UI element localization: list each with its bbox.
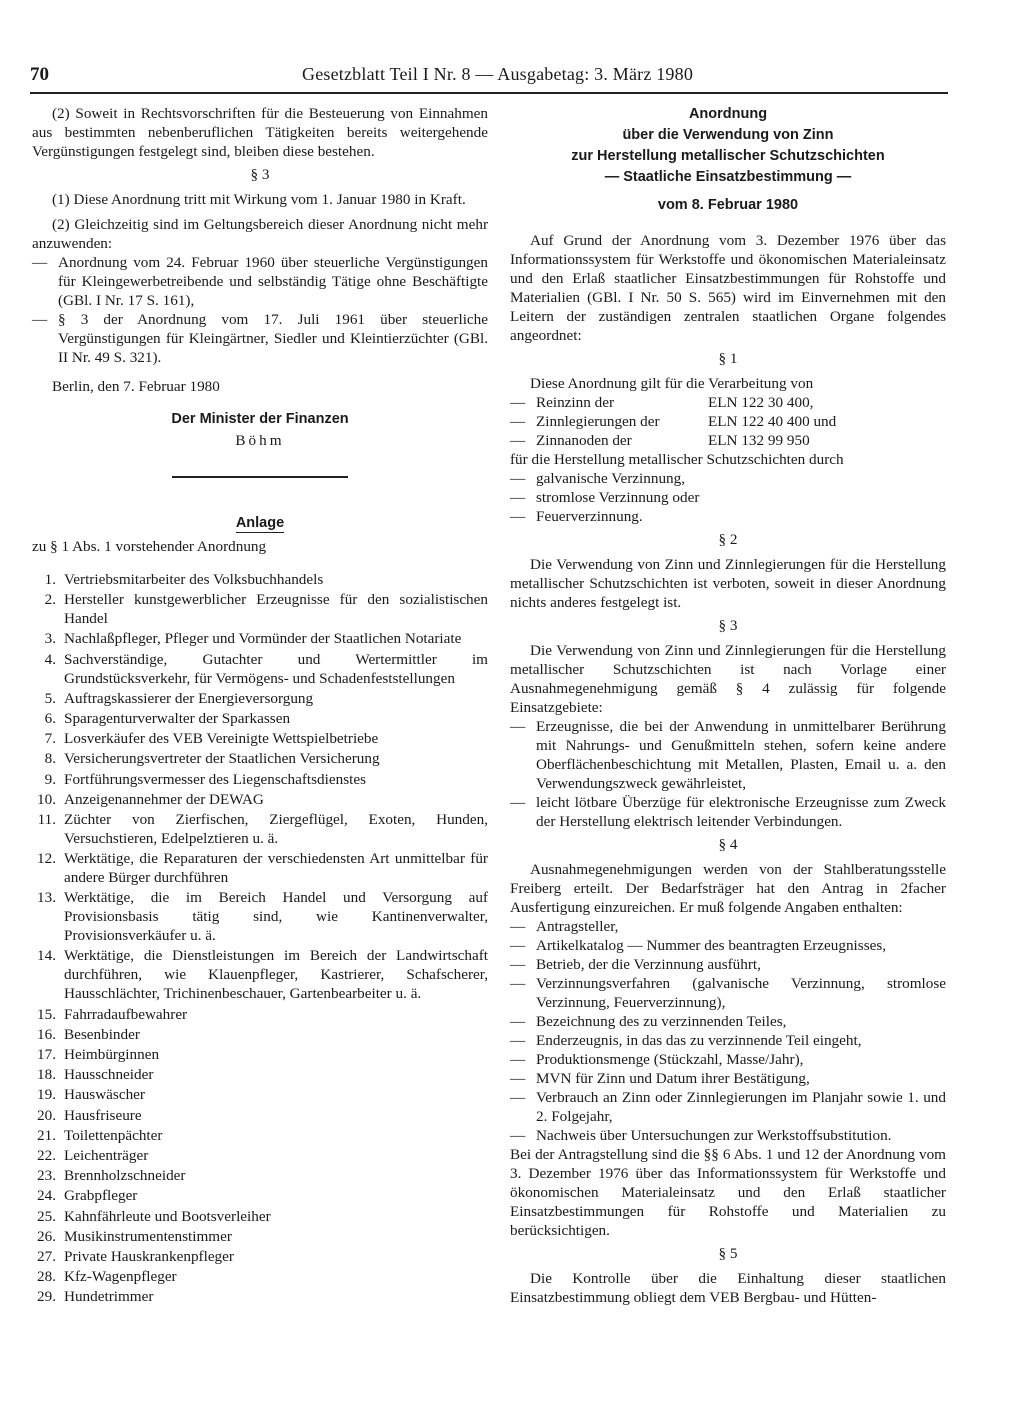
repeal-item bbox=[32, 310, 488, 367]
material-name: Zinnlegierungen der bbox=[536, 413, 660, 430]
section-4-closing: Bei der Antragstellung sind die §§ 6 Abs. 1 und 12 der Anordnung vom 3. Dezember 1976 über das Informationssystem für Werkstoffe und ökonomischen Materialeinsatz und den Erlaß staatlicher Einsatzbestimmungen für Rohstoffe und Materialien zu berücksichtigen. bbox=[510, 1146, 946, 1239]
application-text: MVN für Zinn und Datum ihrer Bestätigung, bbox=[536, 1070, 810, 1087]
list-item-text: Sachverständige, Gutachter und Wertermittler im Grundstücksverkehr, für Vermögens- und Schadenfeststellungen bbox=[64, 650, 488, 687]
list-item bbox=[32, 1005, 488, 1024]
signature-rule bbox=[172, 476, 348, 478]
repeal-item-text: Anordnung vom 24. Februar 1960 über steuerliche Vergünstigungen für Kleingewerbetreibende und selbständig Tätige ohne Beschäftigte (GBl. I Nr. 17 S. 161), bbox=[58, 254, 488, 309]
list-number: 9. bbox=[44, 770, 56, 788]
section-1-mid: für die Herstellung metallischer Schutzschichten durch bbox=[510, 451, 844, 468]
list-item-text: Toilettenpächter bbox=[64, 1126, 163, 1144]
paragraph-repeal-intro: (2) Gleichzeitig sind im Geltungsbereich dieser Anordnung nicht mehr anzuwenden: bbox=[32, 216, 488, 252]
preamble: Auf Grund der Anordnung vom 3. Dezember 1976 über das Informationssystem für Werkstoffe und ökonomischen Materialeinsatz und den Erlaß staatlicher Einsatzbestimmungen für Rohstoffe und Materialien (GBl. I Nr. 50 S. 565) wird im Einvernehmen mit den Leitern der zuständigen zentralen staatlichen Organe folgendes angeordnet: bbox=[510, 232, 946, 344]
list-item-text: Hausfriseure bbox=[64, 1106, 142, 1124]
material-row bbox=[510, 393, 836, 412]
application-item bbox=[510, 955, 946, 974]
list-number: 26. bbox=[37, 1227, 56, 1245]
list-item bbox=[32, 790, 488, 809]
ordinance-title bbox=[510, 104, 946, 188]
title-line: zur Herstellung metallischer Schutzschichten bbox=[571, 148, 885, 164]
list-number: 8. bbox=[44, 750, 56, 768]
section-2-text: Die Verwendung von Zinn und Zinnlegierungen für die Herstellung metallischer Schutzschichten ist verboten, soweit in dieser Anordnung nichts anderes festgelegt ist. bbox=[510, 556, 946, 611]
list-item bbox=[32, 770, 488, 789]
use-case-item bbox=[510, 793, 946, 831]
list-item-text: Hundetrimmer bbox=[64, 1288, 154, 1306]
list-item bbox=[32, 1025, 488, 1044]
list-item bbox=[32, 729, 488, 748]
dash-marker: — bbox=[32, 311, 48, 328]
list-number: 13. bbox=[37, 889, 56, 907]
list-item-text: Werktätige, die im Bereich Handel und Versorgung auf Provisionsbasis tätig sind, wie Kantinenverwalter, Provisionsverkäufer u. ä. bbox=[64, 889, 488, 945]
material-table bbox=[510, 393, 836, 450]
list-item-text: Werktätige, die Reparaturen der verschiedensten Art unmittelbar für andere Bürger durchführen bbox=[64, 850, 488, 887]
application-item bbox=[510, 917, 946, 936]
page-number: 70 bbox=[30, 64, 49, 85]
dash-marker: — bbox=[510, 918, 526, 935]
list-item bbox=[32, 1106, 488, 1125]
list-item bbox=[32, 1126, 488, 1145]
material-row bbox=[510, 412, 836, 431]
list-item-text: Heimbürginnen bbox=[64, 1046, 160, 1063]
application-text: Bezeichnung des zu verzinnenden Teiles, bbox=[536, 1013, 787, 1030]
application-text: Enderzeugnis, in das das zu verzinnende Teil eingeht, bbox=[536, 1032, 862, 1049]
dash-marker: — bbox=[510, 489, 526, 506]
use-case-text: leicht lötbare Überzüge für elektronische Erzeugnisse zum Zweck der Herstellung elektrisch leitender Verbindungen. bbox=[536, 794, 946, 830]
list-item-text: Anzeigenannehmer der DEWAG bbox=[64, 790, 264, 808]
application-text: Antragsteller, bbox=[536, 918, 619, 935]
list-item bbox=[32, 1207, 488, 1226]
application-text: Artikelkatalog — Nummer des beantragten Erzeugnisses, bbox=[536, 937, 887, 954]
repeal-item bbox=[32, 253, 488, 310]
application-item bbox=[510, 1088, 946, 1126]
list-number: 18. bbox=[37, 1066, 56, 1084]
list-item-text: Musikinstrumentenstimmer bbox=[64, 1227, 232, 1245]
list-item bbox=[32, 1186, 488, 1205]
list-item-text: Besenbinder bbox=[64, 1025, 140, 1043]
list-item-text: Nachlaßpfleger, Pfleger und Vormünder der Staatlichen Notariate bbox=[64, 630, 462, 648]
list-number: 14. bbox=[37, 947, 56, 965]
dash-marker: — bbox=[510, 1051, 526, 1068]
application-text: Betrieb, der die Verzinnung ausführt, bbox=[536, 956, 761, 973]
list-item-text: Losverkäufer des VEB Vereinigte Wettspielbetriebe bbox=[64, 730, 379, 748]
list-number: 7. bbox=[44, 730, 56, 748]
title-line: Anordnung bbox=[688, 106, 768, 122]
list-item bbox=[32, 570, 488, 589]
section-4-text: Ausnahmegenehmigungen werden von der Stahlberatungsstelle Freiberg erteilt. Der Bedarfsträger hat den Antrag in 2facher Ausfertigung einzureichen. Er muß folgende Angaben enthalten: bbox=[510, 861, 946, 916]
list-item-text: Fahrradaufbewahrer bbox=[64, 1005, 188, 1023]
list-number: 27. bbox=[37, 1247, 56, 1265]
running-title: Gesetzblatt Teil I Nr. 8 — Ausgabetag: 3. März 1980 bbox=[302, 64, 694, 84]
dash-marker: — bbox=[510, 956, 526, 973]
use-case-item bbox=[510, 717, 946, 793]
list-number: 17. bbox=[37, 1046, 56, 1063]
material-row bbox=[510, 431, 836, 450]
section-heading-1: § 1 bbox=[718, 350, 738, 367]
paragraph-effective-date: (1) Diese Anordnung tritt mit Wirkung vom 1. Januar 1980 in Kraft. bbox=[52, 191, 466, 208]
method-item bbox=[510, 469, 946, 488]
dash-marker: — bbox=[510, 718, 526, 735]
material-name: Zinnanoden der bbox=[536, 432, 632, 449]
section-1-intro: Diese Anordnung gilt für die Verarbeitung von bbox=[530, 375, 814, 392]
application-item bbox=[510, 1031, 946, 1050]
list-number: 10. bbox=[37, 790, 56, 808]
list-item-text: Kahnfährleute und Bootsverleiher bbox=[64, 1207, 271, 1225]
section-heading-5: § 5 bbox=[718, 1245, 738, 1262]
list-item bbox=[32, 709, 488, 728]
list-item-text: Sparagenturverwalter der Sparkassen bbox=[64, 709, 291, 727]
method-text: stromlose Verzinnung oder bbox=[536, 489, 700, 506]
application-text: Verzinnungsverfahren (galvanische Verzinnung, stromlose Verzinnung, Feuerverzinnung), bbox=[536, 975, 946, 1011]
material-eln: ELN 122 40 400 und bbox=[708, 413, 837, 430]
list-item bbox=[32, 1267, 488, 1286]
section-5-text: Die Kontrolle über die Einhaltung dieser staatlichen Einsatzbestimmung obliegt dem VEB Bergbau- und Hütten- bbox=[510, 1270, 946, 1306]
list-number: 20. bbox=[37, 1106, 56, 1124]
ordinance-date: vom 8. Februar 1980 bbox=[657, 197, 799, 213]
list-item bbox=[32, 1085, 488, 1104]
list-number: 4. bbox=[44, 650, 56, 668]
list-item-text: Grabpfleger bbox=[64, 1187, 138, 1205]
list-item-text: Hersteller kunstgewerblicher Erzeugnisse für den sozialistischen Handel bbox=[64, 591, 488, 628]
list-item bbox=[32, 689, 488, 708]
application-item bbox=[510, 974, 946, 1012]
list-number: 19. bbox=[37, 1086, 56, 1104]
list-item-text: Private Hauskrankenpfleger bbox=[64, 1247, 234, 1265]
dash-marker: — bbox=[32, 254, 48, 271]
list-number: 15. bbox=[37, 1005, 56, 1023]
list-item bbox=[32, 849, 488, 887]
list-number: 25. bbox=[37, 1207, 56, 1225]
annex-list bbox=[32, 570, 488, 1306]
annex-title-text: Anlage bbox=[235, 515, 285, 531]
list-number: 6. bbox=[44, 709, 56, 727]
place-date: Berlin, den 7. Februar 1980 bbox=[52, 378, 220, 395]
application-item bbox=[510, 1050, 946, 1069]
list-number: 21. bbox=[37, 1126, 56, 1144]
list-number: 2. bbox=[44, 591, 56, 609]
list-item-text: Hauswäscher bbox=[64, 1086, 145, 1104]
method-item bbox=[510, 488, 946, 507]
section-heading-3-right: § 3 bbox=[718, 617, 738, 634]
application-item bbox=[510, 1012, 946, 1031]
list-number: 3. bbox=[44, 630, 56, 648]
list-item-text: Züchter von Zierfischen, Ziergeflügel, Exoten, Hunden, Versuchstieren, Edelpelztieren u. ä. bbox=[64, 810, 488, 847]
list-item bbox=[32, 1146, 488, 1165]
dash-marker: — bbox=[510, 1032, 526, 1049]
dash-marker: — bbox=[510, 1089, 526, 1106]
method-item bbox=[510, 507, 946, 526]
section-heading-4: § 4 bbox=[718, 836, 738, 853]
dash-marker: — bbox=[510, 1127, 526, 1144]
material-eln: ELN 122 30 400, bbox=[708, 394, 814, 411]
signer-name: Böhm bbox=[235, 432, 285, 449]
list-item-text: Kfz-Wagenpfleger bbox=[64, 1268, 177, 1286]
application-text: Nachweis über Untersuchungen zur Werkstoffsubstitution. bbox=[536, 1127, 892, 1144]
section-heading-2: § 2 bbox=[718, 531, 738, 548]
material-name: Reinzinn der bbox=[536, 394, 615, 411]
list-number: 16. bbox=[37, 1025, 56, 1043]
list-item bbox=[32, 749, 488, 768]
list-item bbox=[32, 1045, 488, 1064]
dash-marker: — bbox=[510, 508, 526, 525]
dash-marker: — bbox=[510, 937, 526, 954]
list-item-text: Auftragskassierer der Energieversorgung bbox=[64, 689, 314, 707]
title-line: über die Verwendung von Zinn bbox=[622, 127, 834, 143]
section-3-text: Die Verwendung von Zinn und Zinnlegierungen für die Herstellung metallischer Schutzschichten ist nach Vorlage einer Ausnahmegenehmigung gemäß § 4 zulässig für folgende Einsatzgebiete: bbox=[510, 642, 946, 716]
left-column bbox=[32, 104, 488, 1307]
list-item bbox=[32, 650, 488, 688]
list-item-text: Brennholzschneider bbox=[64, 1167, 186, 1185]
annex-title bbox=[32, 514, 488, 533]
application-text: Verbrauch an Zinn oder Zinnlegierungen im Planjahr sowie 1. und 2. Folgejahr, bbox=[536, 1089, 946, 1125]
list-item-text: Hausschneider bbox=[64, 1066, 154, 1084]
dash-marker: — bbox=[510, 470, 526, 487]
list-item bbox=[32, 629, 488, 648]
dash-marker: — bbox=[510, 413, 526, 430]
application-item bbox=[510, 1069, 946, 1088]
application-item bbox=[510, 1126, 946, 1145]
list-item-text: Werktätige, die Dienstleistungen im Bereich der Landwirtschaft durchführen, wie Klauenpfleger, Kastrierer, Schafscherer, Hausschlächter, Trichinenbeschauer, Gartenbearbeiter u. ä. bbox=[64, 947, 488, 1003]
list-item bbox=[32, 1287, 488, 1306]
application-text: Produktionsmenge (Stückzahl, Masse/Jahr), bbox=[536, 1051, 804, 1068]
list-item-text: Fortführungsvermesser des Liegenschaftsdienstes bbox=[64, 770, 366, 788]
list-item bbox=[32, 1166, 488, 1185]
material-eln: ELN 132 99 950 bbox=[708, 432, 810, 449]
method-text: galvanische Verzinnung, bbox=[536, 470, 686, 487]
list-number: 24. bbox=[37, 1187, 56, 1205]
page-header bbox=[30, 62, 950, 92]
list-item bbox=[32, 590, 488, 628]
list-number: 5. bbox=[44, 689, 56, 707]
method-text: Feuerverzinnung. bbox=[536, 508, 643, 525]
title-line: — Staatliche Einsatzbestimmung — bbox=[604, 169, 852, 185]
list-number: 1. bbox=[44, 571, 56, 588]
use-case-text: Erzeugnisse, die bei der Anwendung in unmittelbarer Berührung mit Nahrungs- und Genußmitteln stehen, sofern keine andere Oberflächenbeschichtung mit Metallen, Plasten, Email u. a. den Verwendungszweck gewährleistet, bbox=[536, 718, 946, 792]
list-item bbox=[32, 810, 488, 848]
dash-marker: — bbox=[510, 1070, 526, 1087]
dash-marker: — bbox=[510, 975, 526, 992]
list-item bbox=[32, 946, 488, 1003]
header-rule bbox=[30, 92, 948, 94]
list-item bbox=[32, 1065, 488, 1084]
list-number: 22. bbox=[37, 1146, 56, 1164]
list-item-text: Vertriebsmitarbeiter des Volksbuchhandels bbox=[64, 571, 324, 588]
list-item-text: Leichenträger bbox=[64, 1146, 149, 1164]
right-column bbox=[510, 104, 946, 1307]
list-number: 28. bbox=[37, 1268, 56, 1286]
minister-title: Der Minister der Finanzen bbox=[171, 411, 349, 427]
list-item bbox=[32, 1247, 488, 1266]
list-number: 12. bbox=[37, 850, 56, 868]
list-item bbox=[32, 1227, 488, 1246]
section-heading-3: § 3 bbox=[250, 166, 270, 183]
dash-marker: — bbox=[510, 794, 526, 811]
list-number: 11. bbox=[37, 810, 56, 828]
application-item bbox=[510, 936, 946, 955]
list-number: 29. bbox=[37, 1288, 56, 1306]
paragraph-2-tax-rules: (2) Soweit in Rechtsvorschriften für die Besteuerung von Einnahmen aus bestimmten nebenberuflichen Tätigkeiten bereits weitergehende Vergünstigungen festgelegt sind, bleiben diese bestehen. bbox=[32, 105, 488, 160]
annex-subtitle: zu § 1 Abs. 1 vorstehender Anordnung bbox=[32, 538, 267, 555]
list-item-text: Versicherungsvertreter der Staatlichen Versicherung bbox=[64, 750, 380, 768]
dash-marker: — bbox=[510, 1013, 526, 1030]
repeal-item-text: § 3 der Anordnung vom 17. Juli 1961 über steuerliche Vergünstigungen für Kleingärtner, Siedler und Kleintierzüchter (GBl. II Nr. 49 S. 321). bbox=[58, 311, 488, 366]
list-number: 23. bbox=[37, 1167, 56, 1185]
dash-marker: — bbox=[510, 394, 526, 411]
list-item bbox=[32, 888, 488, 945]
dash-marker: — bbox=[510, 432, 526, 449]
